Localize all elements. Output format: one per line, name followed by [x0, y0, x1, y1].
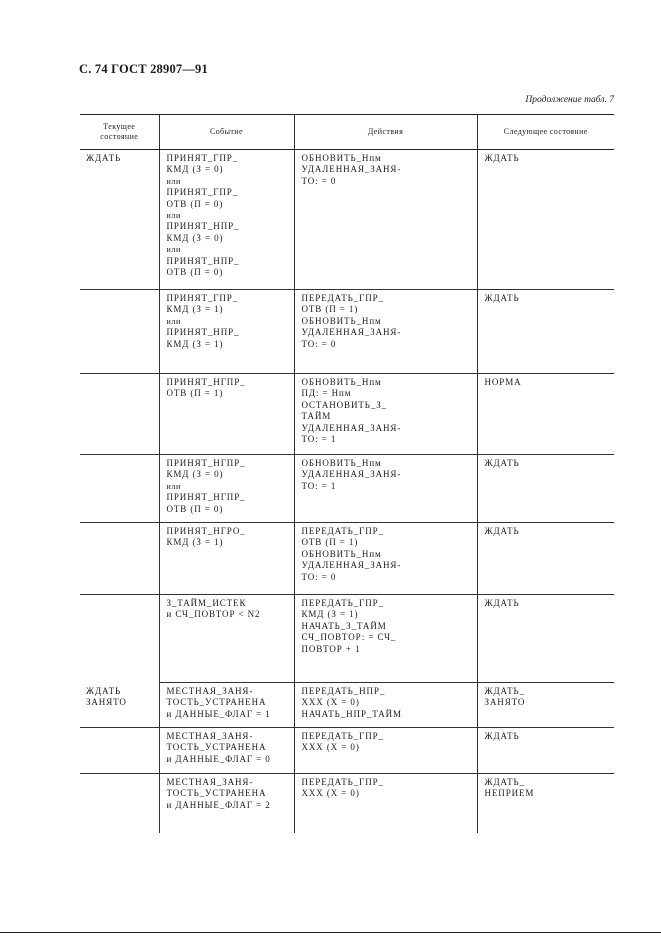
event-cell [159, 150, 294, 290]
cell-line: ПОВТОР + 1 [301, 643, 361, 654]
table-row [80, 728, 614, 774]
actions-cell [294, 455, 477, 523]
page-header: С. 74 ГОСТ 28907—91 [79, 62, 208, 76]
current-state-cell [80, 150, 159, 290]
cell-line: ПРИНЯТ_НГПР_ [166, 458, 246, 468]
cell-line: ПРИНЯТ_НПР_ [166, 327, 240, 338]
cell-line: КМД (З = 1) [166, 338, 224, 349]
cell-line: ПРИНЯТ_ГПР_ [166, 293, 239, 303]
cell-line: ТОСТЬ_УСТРАНЕНА [166, 788, 267, 799]
cell-line: ТО: = 1 [301, 434, 337, 445]
current-state-cell [80, 455, 159, 523]
cell-line: и ДАННЫЕ_ФЛАГ = 1 [166, 708, 271, 719]
cell-line: МЕСТНАЯ_ЗАНЯ- [166, 731, 254, 741]
current-state-cell [80, 595, 159, 683]
current-state-cell [80, 523, 159, 595]
actions-cell [294, 683, 477, 728]
cell-line: ПРИНЯТ_ГПР_ [166, 187, 239, 198]
cell-line: ОБНОВИТЬ_Нпм [301, 315, 382, 326]
event-cell [159, 774, 294, 833]
cell-line: ТАЙМ [301, 411, 332, 422]
cell-line: ПРИНЯТ_НГРО_ [166, 526, 246, 536]
cell-line: ОБНОВИТЬ_Нпм [301, 458, 382, 468]
cell-line: ОТВ (П = 0) [166, 198, 224, 209]
cell-line: ПЕРЕДАТЬ_ГПР_ [301, 777, 384, 787]
cell-line: ЗАНЯТО [86, 696, 127, 707]
event-cell [159, 683, 294, 728]
cell-line: ПЕРЕДАТЬ_ГПР_ [301, 293, 384, 303]
current-state-cell [80, 290, 159, 374]
cell-line: ЖДАТЬ [484, 458, 520, 468]
cell-line: МЕСТНАЯ_ЗАНЯ- [166, 686, 254, 696]
cell-line: или [166, 481, 181, 491]
cell-line: ОТВ (П = 1) [301, 304, 359, 315]
cell-line: ПРИНЯТ_ГПР_ [166, 153, 239, 163]
cell-line: ТО: = 0 [301, 175, 337, 186]
table-body [80, 150, 614, 833]
table-row [80, 455, 614, 523]
table-row [80, 523, 614, 595]
cell-line: УДАЛЕННАЯ_ЗАНЯ- [301, 164, 402, 175]
cell-line: УДАЛЕННАЯ_ЗАНЯ- [301, 560, 402, 571]
page-bottom-rule [0, 932, 661, 933]
event-cell [159, 455, 294, 523]
actions-cell [294, 374, 477, 455]
cell-line: ОТВ (П = 0) [166, 267, 224, 278]
cell-line: ТОСТЬ_УСТРАНЕНА [166, 742, 267, 753]
table-row [80, 290, 614, 374]
header-current-state: Текущее состояние [80, 115, 159, 150]
cell-line: КМД (З = 0) [166, 232, 224, 243]
next-state-cell [477, 523, 614, 595]
cell-line: и ДАННЫЕ_ФЛАГ = 0 [166, 753, 271, 764]
next-state-cell [477, 290, 614, 374]
cell-line: ЖДАТЬ [484, 598, 520, 608]
cell-line: ЖДАТЬ [86, 685, 122, 696]
cell-line: или [166, 316, 181, 326]
table-row [80, 374, 614, 455]
table-row [80, 774, 614, 833]
next-state-cell [477, 683, 614, 728]
next-state-cell [477, 150, 614, 290]
cell-line: XXX (X = 0) [301, 697, 360, 708]
table-row [80, 683, 614, 728]
table-row [80, 595, 614, 683]
actions-cell [294, 774, 477, 833]
current-state-cell [80, 728, 159, 774]
cell-line: ПЕРЕДАТЬ_ГПР_ [301, 526, 384, 536]
cell-line: ТО: = 1 [301, 480, 337, 491]
cell-line: ТО: = 0 [301, 571, 337, 582]
cell-line: КМД (З = 1) [301, 609, 359, 620]
cell-line: ЗАНЯТО [484, 697, 526, 708]
table-continuation-note: Продолжение табл. 7 [525, 95, 614, 105]
table-row [80, 150, 614, 290]
cell-line: ТО: = 0 [301, 338, 337, 349]
cell-line: ОБНОВИТЬ_Нпм [301, 377, 382, 387]
header-next-state: Следующее состояние [477, 115, 614, 150]
header-actions: Действия [294, 115, 477, 150]
event-cell [159, 728, 294, 774]
cell-line: НАЧАТЬ_З_ТАЙМ [301, 620, 387, 631]
cell-line: НОРМА [484, 377, 522, 387]
cell-line: ПРИНЯТ_НПР_ [166, 221, 240, 232]
event-cell [159, 523, 294, 595]
cell-line: XXX (X = 0) [301, 742, 360, 753]
cell-line: или [166, 176, 181, 186]
actions-cell [294, 728, 477, 774]
cell-line: КМД (З = 0) [166, 164, 224, 175]
actions-cell [294, 523, 477, 595]
next-state-cell [477, 774, 614, 833]
next-state-cell [477, 455, 614, 523]
cell-line: ПЕРЕДАТЬ_ГПР_ [301, 598, 384, 608]
actions-cell [294, 150, 477, 290]
cell-line: КМД (З = 0) [166, 469, 224, 480]
cell-line: ПД: = Нпм [301, 388, 352, 399]
cell-line: и СЧ_ПОВТОР < N2 [166, 609, 261, 620]
cell-line: ЖДАТЬ [86, 153, 122, 163]
cell-line: ОТВ (П = 0) [166, 503, 224, 514]
cell-line: УДАЛЕННАЯ_ЗАНЯ- [301, 422, 402, 433]
actions-cell [294, 290, 477, 374]
cell-line: КМД (З = 1) [166, 304, 224, 315]
cell-line: ТОСТЬ_УСТРАНЕНА [166, 697, 267, 708]
next-state-cell [477, 374, 614, 455]
cell-line: ОБНОВИТЬ_Нпм [301, 548, 382, 559]
cell-line: НЕПРИЕМ [484, 788, 535, 799]
event-cell [159, 595, 294, 683]
cell-line: и ДАННЫЕ_ФЛАГ = 2 [166, 799, 271, 810]
cell-line: МЕСТНАЯ_ЗАНЯ- [166, 777, 254, 787]
current-state-cell [80, 374, 159, 455]
next-state-cell [477, 595, 614, 683]
cell-line: ОСТАНОВИТЬ_З_ [301, 399, 388, 410]
cell-line: ОБНОВИТЬ_Нпм [301, 153, 382, 163]
cell-line: ОТВ (П = 1) [166, 388, 224, 399]
cell-line: ЖДАТЬ_ [484, 777, 525, 787]
cell-line: УДАЛЕННАЯ_ЗАНЯ- [301, 469, 402, 480]
cell-line: ЖДАТЬ [484, 293, 520, 303]
cell-line: ПРИНЯТ_НГПР_ [166, 492, 246, 503]
cell-line: КМД (З = 1) [166, 537, 224, 548]
cell-line: или [166, 211, 181, 221]
state-transition-table [80, 114, 614, 833]
current-state-cell [80, 683, 159, 728]
event-cell [159, 374, 294, 455]
cell-line: XXX (X = 0) [301, 788, 360, 799]
cell-line: СЧ_ПОВТОР: = СЧ_ [301, 632, 397, 643]
cell-line: УДАЛЕННАЯ_ЗАНЯ- [301, 327, 402, 338]
cell-line: или [166, 245, 181, 255]
cell-line: ЖДАТЬ [484, 526, 520, 536]
event-cell [159, 290, 294, 374]
current-state-cell [80, 774, 159, 833]
cell-line: ЖДАТЬ_ [484, 686, 525, 696]
header-event: Событие [159, 115, 294, 150]
cell-line: ЖДАТЬ [484, 153, 520, 163]
next-state-cell [477, 728, 614, 774]
cell-line: НАЧАТЬ_НПР_ТАЙМ [301, 708, 402, 719]
actions-cell [294, 595, 477, 683]
cell-line: ПРИНЯТ_НПР_ [166, 255, 240, 266]
cell-line: З_ТАЙМ_ИСТЕК [166, 598, 247, 608]
cell-line: ОТВ (П = 1) [301, 537, 359, 548]
cell-line: ПЕРЕДАТЬ_НПР_ [301, 686, 386, 696]
cell-line: ПРИНЯТ_НГПР_ [166, 377, 246, 387]
cell-line: ЖДАТЬ [484, 731, 520, 741]
cell-line: ПЕРЕДАТЬ_ГПР_ [301, 731, 384, 741]
table-header-row [80, 115, 614, 150]
